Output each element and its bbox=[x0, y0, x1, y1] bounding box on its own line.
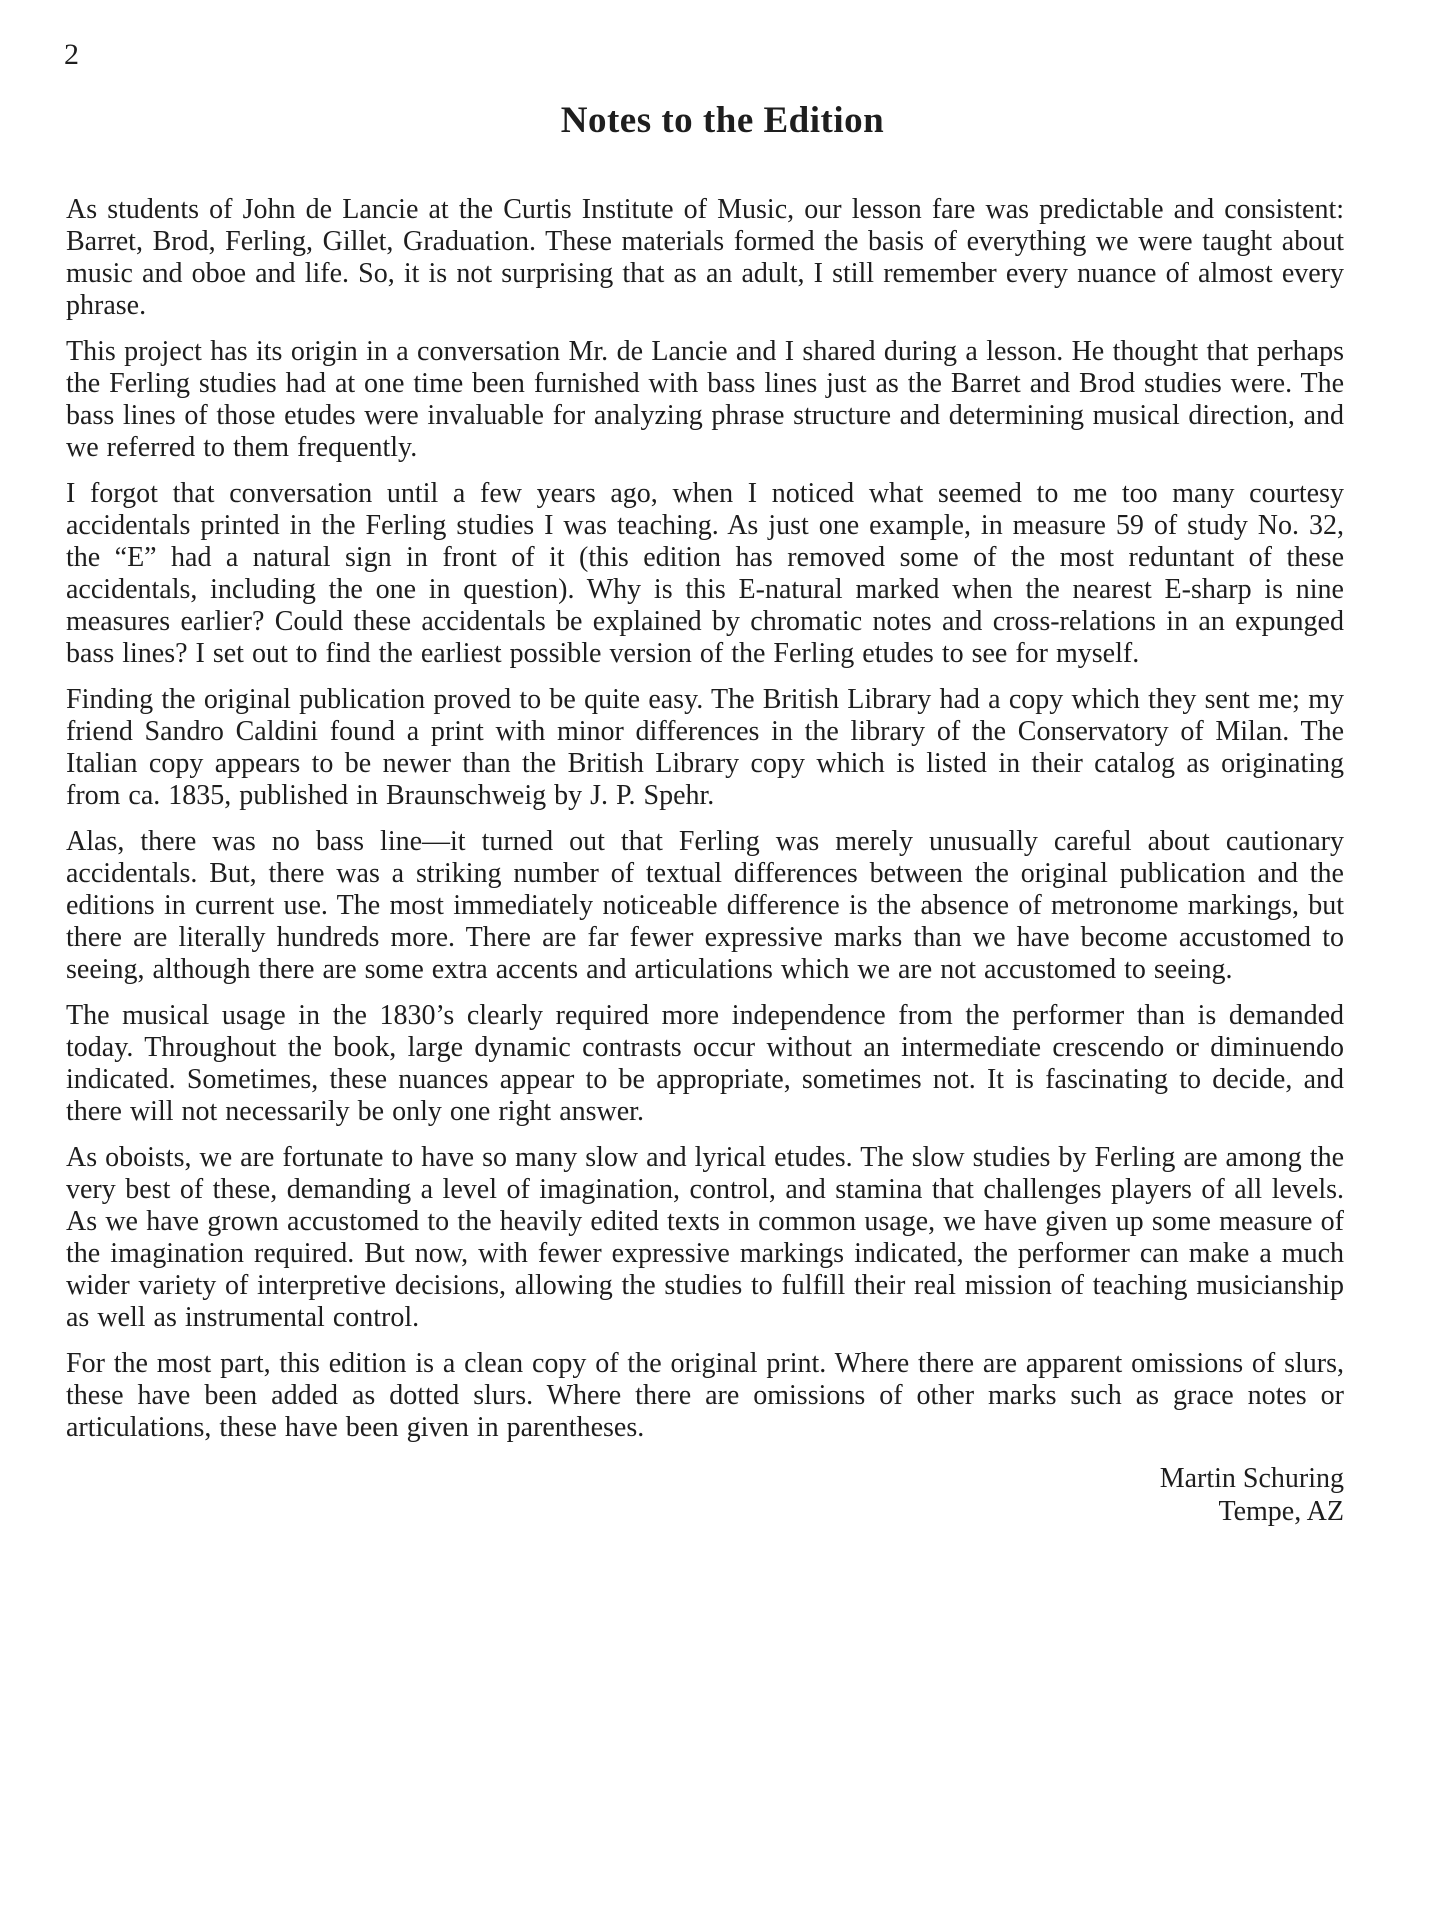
body-paragraph-7: As oboists, we are fortunate to have so many slow and lyrical etudes. The slow studies by Ferling are among the very best of these, demanding a level of imagination, control, and stamina that challenges players of all levels. As we have grown accustomed to the heavily edited texts in common usage, we have given up some measure of the imagination required. But now, with fewer expressive markings indicated, the performer can make a much wider variety of interpretive decisions, allowing the studies to fulfill their real mission of teaching musicianship as well as instrumental control. bbox=[66, 1142, 1344, 1333]
page-number: 2 bbox=[64, 38, 79, 71]
body-paragraph-6: The musical usage in the 1830’s clearly required more independence from the performer than is demanded today. Throughout the book, large dynamic contrasts occur without an intermediate crescendo or diminuendo indicated. Sometimes, these nuances appear to be appropriate, sometimes not. It is fascinating to decide, and there will not necessarily be only one right answer. bbox=[66, 1000, 1344, 1127]
body-paragraph-8: For the most part, this edition is a clean copy of the original print. Where there are apparent omissions of slurs, these have been added as dotted slurs. Where there are omissions of other marks such as grace notes or articulations, these have been given in parentheses. bbox=[66, 1348, 1344, 1443]
signature-block bbox=[66, 1462, 1344, 1528]
body-paragraph-3: I forgot that conversation until a few years ago, when I noticed what seemed to me too many courtesy accidentals printed in the Ferling studies I was teaching. As just one example, in measure 59 of study No. 32, the “E” had a natural sign in front of it (this edition has removed some of the most reduntant of these accidentals, including the one in question). Why is this E-natural marked when the nearest E-sharp is nine measures earlier? Could these accidentals be explained by chromatic notes and cross-relations in an expunged bass lines? I set out to find the earliest possible version of the Ferling etudes to see for myself. bbox=[66, 478, 1344, 669]
body-paragraph-1: As students of John de Lancie at the Curtis Institute of Music, our lesson fare was predictable and consistent: Barret, Brod, Ferling, Gillet, Graduation. These materials formed the basis of everything we were taught about music and oboe and life. So, it is not surprising that as an adult, I still remember every nuance of almost every phrase. bbox=[66, 194, 1344, 321]
page-title: Notes to the Edition bbox=[560, 100, 885, 141]
body-paragraph-4: Finding the original publication proved to be quite easy. The British Library had a copy which they sent me; my friend Sandro Caldini found a print with minor differences in the library of the Conservatory of Milan. The Italian copy appears to be newer than the British Library copy which is listed in their catalog as originating from ca. 1835, published in Braunschweig by J. P. Spehr. bbox=[66, 684, 1344, 811]
body-paragraph-5: Alas, there was no bass line—it turned out that Ferling was merely unusually careful about cautionary accidentals. But, there was a striking number of textual differences between the original publication and the editions in current use. The most immediately noticeable difference is the absence of metronome markings, but there are literally hundreds more. There are far fewer expressive marks than we have become accustomed to seeing, although there are some extra accents and articulations which we are not accustomed to seeing. bbox=[66, 826, 1344, 985]
signature-location: Tempe, AZ bbox=[1218, 1496, 1344, 1527]
body-paragraph-2: This project has its origin in a conversation Mr. de Lancie and I shared during a lesson. He thought that perhaps the Ferling studies had at one time been furnished with bass lines just as the Barret and Brod studies were. The bass lines of those etudes were invaluable for analyzing phrase structure and determining musical direction, and we referred to them frequently. bbox=[66, 336, 1344, 463]
body-text bbox=[66, 194, 1344, 1528]
signature-name: Martin Schuring bbox=[1159, 1463, 1344, 1494]
